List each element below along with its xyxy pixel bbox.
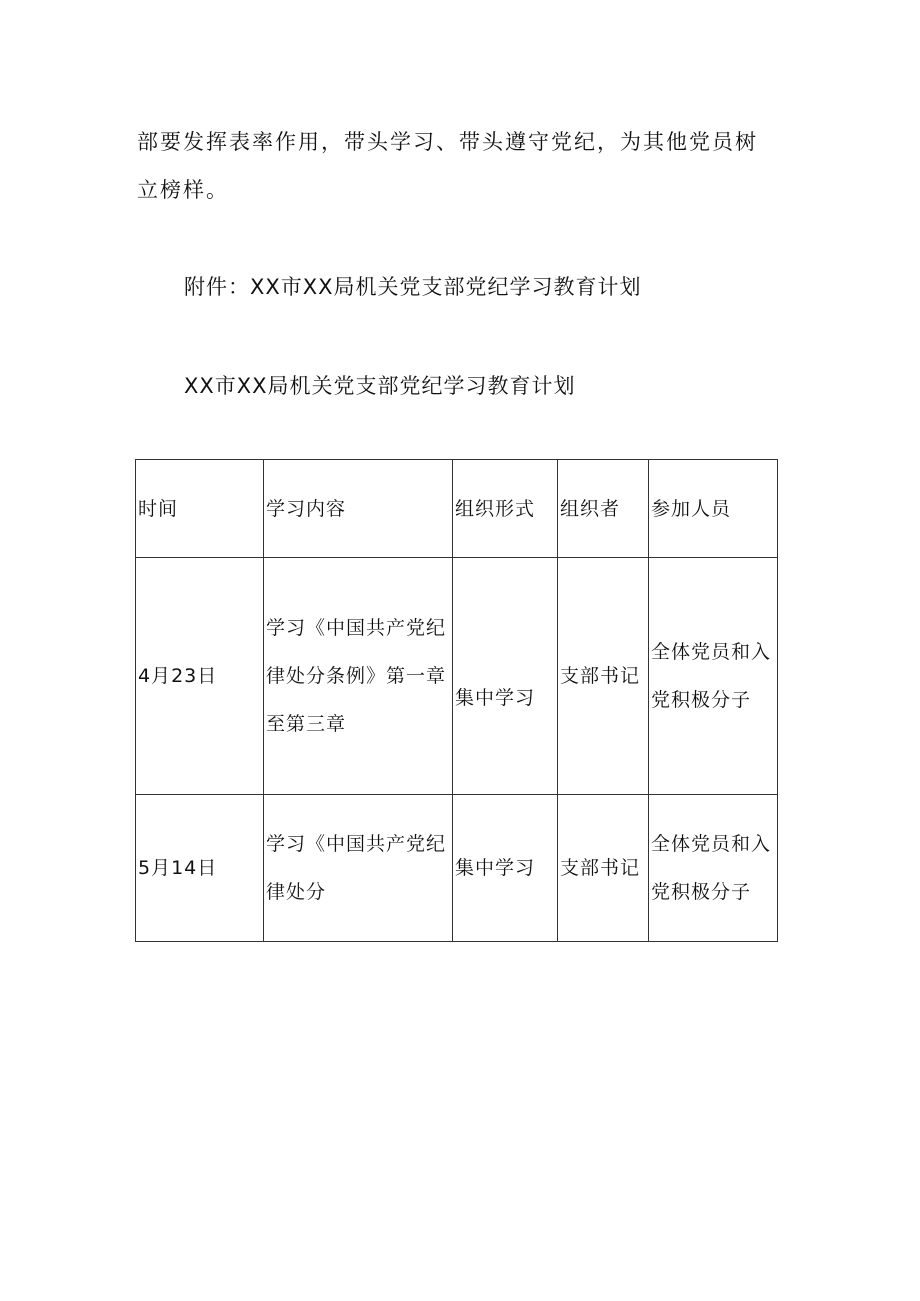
cell-time: 4月23日 xyxy=(136,558,264,795)
body-paragraph: 部要发挥表率作用，带头学习、带头遵守党纪，为其他党员树立榜样。 xyxy=(137,130,758,202)
cell-participants: 全体党员和入党积极分子 xyxy=(649,795,778,942)
table-row xyxy=(136,795,778,942)
cell-content: 学习《中国共产党纪律处分条例》第一章至第三章 xyxy=(264,558,453,795)
cell-participants: 全体党员和入党积极分子 xyxy=(649,558,778,795)
header-time: 时间 xyxy=(136,460,264,558)
plan-title: XX市XX局机关党支部党纪学习教育计划 xyxy=(184,374,576,398)
cell-time: 5月14日 xyxy=(136,795,264,942)
cell-format: 集中学习 xyxy=(453,795,558,942)
attachment-line: 附件：XX市XX局机关党支部党纪学习教育计划 xyxy=(184,275,642,299)
study-plan-table xyxy=(135,459,778,942)
header-organizer: 组织者 xyxy=(558,460,649,558)
cell-organizer: 支部书记 xyxy=(558,558,649,795)
cell-content: 学习《中国共产党纪律处分 xyxy=(264,795,453,942)
table-header-row xyxy=(136,460,778,558)
table-row xyxy=(136,558,778,795)
cell-organizer: 支部书记 xyxy=(558,795,649,942)
header-format: 组织形式 xyxy=(453,460,558,558)
header-participants: 参加人员 xyxy=(649,460,778,558)
header-content: 学习内容 xyxy=(264,460,453,558)
cell-format: 集中学习 xyxy=(453,558,558,795)
